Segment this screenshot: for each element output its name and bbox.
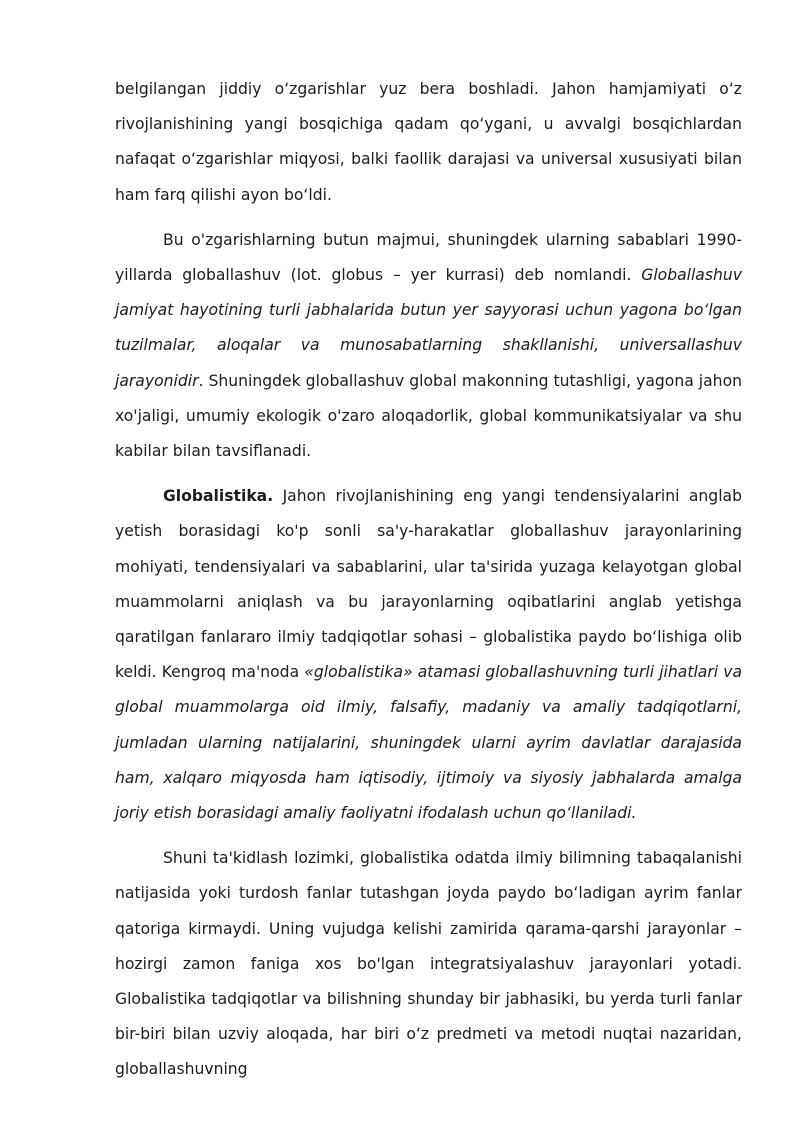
section-heading-globalistika: Globalistika. <box>163 487 274 506</box>
paragraph-2-lead: Bu o'zgarishlarning butun majmui, shuningdek ularning sabablari 1990-yillarda globallashuv (lot. globus – yer kurrasi) deb nomlandi. <box>115 230 742 285</box>
paragraph-integration <box>115 841 742 1087</box>
paragraph-continuation <box>115 72 742 213</box>
paragraph-3-definition: «globalistika» atamasi globallashuvning turli jihatlari va global muammolarga oid ilmiy, falsafiy, madaniy va amaliy tadqiqotlarni, jumladan ularning natijalarini, shuningdek ularni ayrim davlatlar darajasida ham, xalqaro miqyosda ham iqtisodiy, ijtimoiy va siyosiy jabhalarda amalga joriy etish borasidagi amaliy faoliyatni ifodalash uchun qo‘llaniladi. <box>115 663 743 823</box>
document-body <box>115 72 742 1098</box>
paragraph-globalistika <box>115 479 742 831</box>
paragraph-globallashuv <box>115 223 742 469</box>
paragraph-1-text: belgilangan jiddiy o‘zgarishlar yuz bera boshladi. Jahon hamjamiyati o‘z rivojlanishining yangi bosqichiga qadam qo‘ygani, u avvalgi bosqichlardan nafaqat o‘zgarishlar miqyosi, balki faollik darajasi va universal xususiyati bilan ham farq qilishi ayon bo‘ldi. <box>115 80 742 204</box>
paragraph-4-text: Shuni ta'kidlash lozimki, globalistika odatda ilmiy bilimning tabaqalanishi natijasida yoki turdosh fanlar tutashgan joyda paydo bo‘ladigan ayrim fanlar qatoriga kirmaydi. Uning vujudga kelishi zamirida qarama-qarshi jarayonlar – hozirgi zamon faniga xos bo'lgan integratsiyalashuv jarayonlari yotadi. Globalistika tadqiqotlar va bilishning shunday bir jabhasiki, bu yerda turli fanlar bir-biri bilan uzviy aloqada, har biri o‘z predmeti va metodi nuqtai nazaridan, globallashuvning <box>115 849 742 1079</box>
paragraph-3-lead: Jahon rivojlanishining eng yangi tendensiyalarini anglab yetish borasidagi ko'p sonli sa'y-harakatlar globallashuv jarayonlarining mohiyati, tendensiyalari va sabablarini, ular ta'sirida yuzaga kelayotgan global muammolarni aniqlash va bu jarayonlarning oqibatlarini anglab yetishga qaratilgan fanlararo ilmiy tadqiqotlar sohasi – globalistika paydo bo‘lishiga olib keldi. Kengroq ma'noda <box>115 487 742 682</box>
paragraph-2-definition: Globallashuv jamiyat hayotining turli jabhalarida butun yer sayyorasi uchun yagona bo‘lgan tuzilmalar, aloqalar va munosabatlarning shakllanishi, universallashuv jarayonidir <box>115 266 742 390</box>
paragraph-2-tail: . Shuningdek globallashuv global makonning tutashligi, yagona jahon xo'jaligi, umumiy ekologik o'zaro aloqadorlik, global kommunikatsiyalar va shu kabilar bilan tavsiflanadi. <box>115 371 742 461</box>
